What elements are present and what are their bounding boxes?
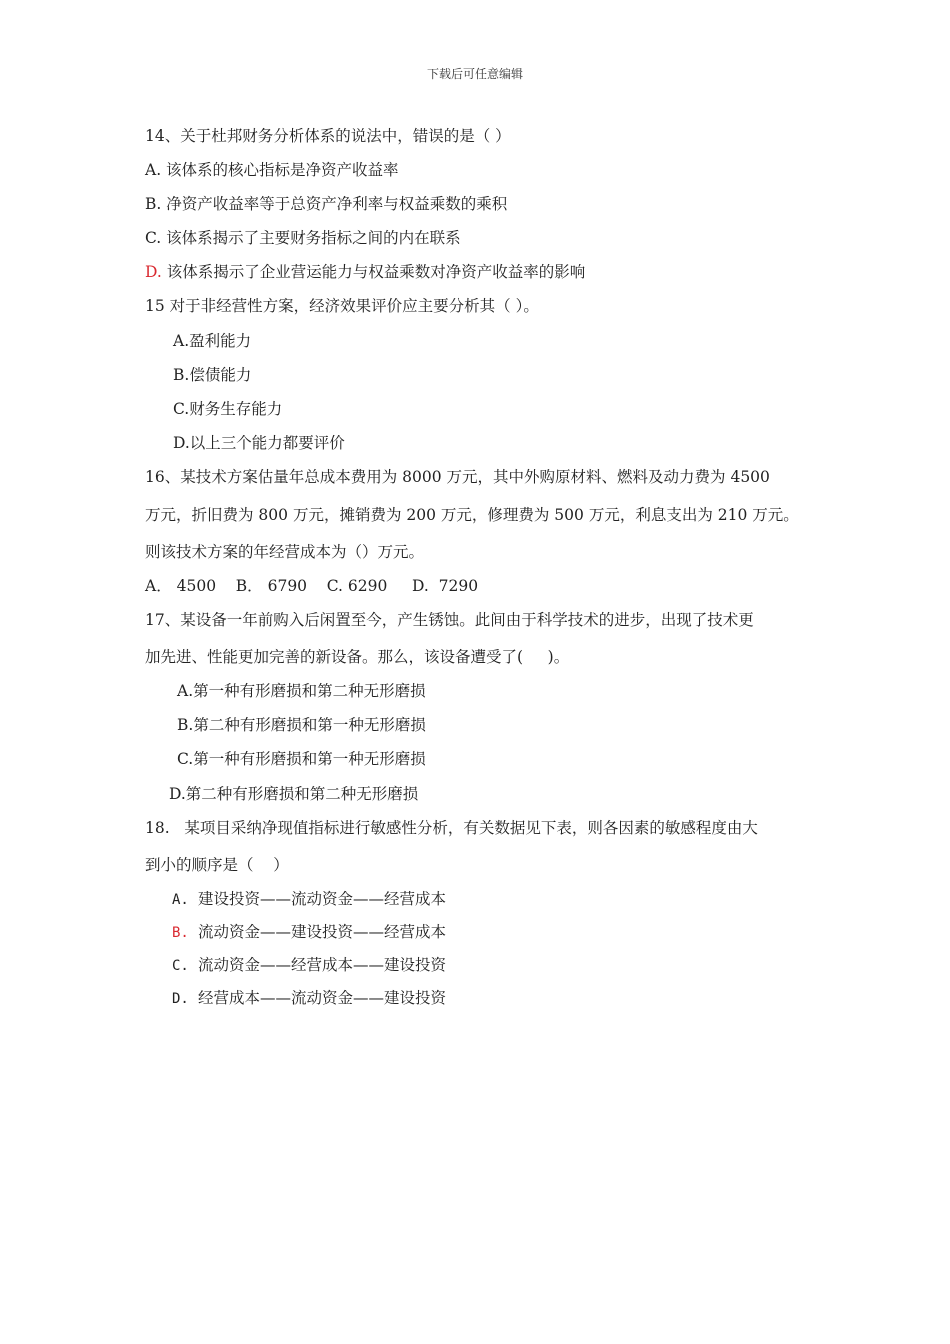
q18-option-a [172, 889, 446, 910]
page-header: 下载后可任意编辑 [426, 67, 523, 81]
option-text: 经营成本——流动资金——建设投资 [198, 989, 447, 1007]
q14-option-a [145, 160, 399, 180]
q18-option-c [172, 955, 446, 976]
q16-options: A． 4500 B． 6790 C. 6290 D. 7290 [145, 577, 479, 595]
q15-stem: 15 对于非经营性方案，经济效果评价应主要分析其（ ）。 [145, 297, 539, 315]
option-label: A. [145, 161, 162, 179]
option-text: 流动资金——经营成本——建设投资 [198, 956, 447, 974]
q15-option-b: B.偿债能力 [173, 366, 252, 384]
q17-option-a: A.第一种有形磨损和第二种无形磨损 [177, 682, 426, 700]
q18-option-d [172, 988, 446, 1009]
option-label: C. [145, 229, 162, 247]
answer-option-label: D. [145, 263, 162, 281]
option-label: B. [145, 195, 162, 213]
option-text: 该体系揭示了企业营运能力与权益乘数对净资产收益率的影响 [161, 263, 586, 281]
option-text: 净资产收益率等于总资产净利率与权益乘数的乘积 [161, 195, 508, 213]
answer-option-label: B. [172, 925, 189, 941]
q17-stem-line-2: 加先进、性能更加完善的新设备。那么，该设备遭受了( )。 [145, 648, 570, 666]
option-label: A. [172, 892, 189, 908]
q16-stem-line-1: 16、某技术方案估量年总成本费用为 8000 万元，其中外购原材料、燃料及动力费为 4500 [145, 468, 770, 486]
option-label: C. [172, 958, 189, 974]
q15-option-d: D.以上三个能力都要评价 [173, 434, 345, 452]
q17-option-d: D.第二种有形磨损和第二种无形磨损 [169, 785, 419, 803]
option-text: 该体系的核心指标是净资产收益率 [161, 161, 399, 179]
q15-option-a: A.盈利能力 [173, 332, 252, 350]
q14-stem: 14、关于杜邦财务分析体系的说法中，错误的是（ ） [145, 127, 511, 145]
q16-stem-line-3: 则该技术方案的年经营成本为（）万元。 [145, 543, 425, 561]
q14-option-c [145, 228, 461, 248]
option-label: D. [172, 991, 189, 1007]
q15-option-c: C.财务生存能力 [173, 400, 283, 418]
option-text: 该体系揭示了主要财务指标之间的内在联系 [161, 229, 461, 247]
q18-option-b [172, 922, 446, 943]
q18-stem-line-1: 18. 某项目采纳净现值指标进行敏感性分析，有关数据见下表，则各因素的敏感程度由大 [145, 819, 758, 837]
option-text: 流动资金——建设投资——经营成本 [198, 923, 447, 941]
option-text: 建设投资——流动资金——经营成本 [198, 890, 447, 908]
q14-option-d [145, 262, 585, 282]
q18-stem-line-2: 到小的顺序是（ ） [145, 856, 289, 874]
q16-stem-line-2: 万元，折旧费为 800 万元，摊销费为 200 万元，修理费为 500 万元，利息支出为 210 万元。 [145, 506, 799, 524]
q17-option-b: B.第二种有形磨损和第一种无形磨损 [177, 716, 426, 734]
q17-option-c: C.第一种有形磨损和第一种无形磨损 [177, 750, 426, 768]
q14-option-b [145, 194, 507, 214]
q17-stem-line-1: 17、某设备一年前购入后闲置至今，产生锈蚀。此间由于科学技术的进步，出现了技术更 [145, 611, 754, 629]
